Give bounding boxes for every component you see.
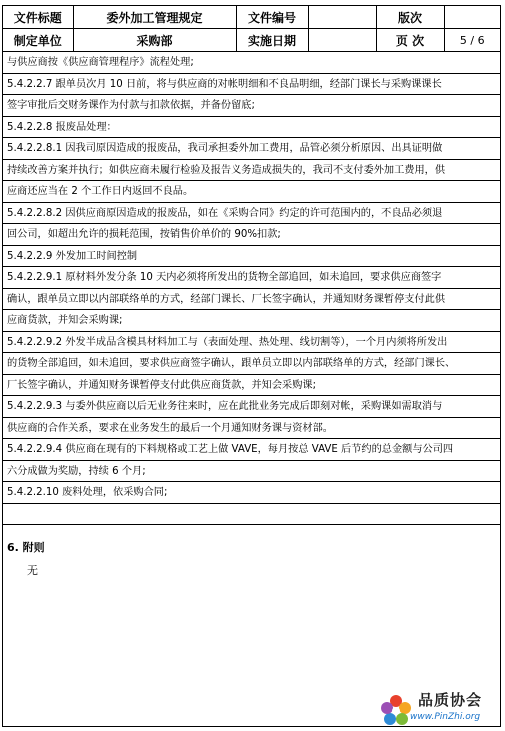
body-line: 5.4.2.2.7 跟单员次月 10 日前，将与供应商的对帐明细和不良品明细，经部门课长与采购课课长: [3, 74, 500, 96]
body-line: 确认，跟单员立即以内部联络单的方式，经部门课长、厂长签字确认，并通知财务课暂停支付此供: [3, 289, 500, 311]
effective-date: [308, 29, 376, 52]
blank-line: [3, 504, 500, 526]
label-document-title: 文件标题: [3, 6, 73, 29]
document-number: [308, 6, 376, 29]
section-6-content: 无: [27, 564, 38, 577]
body-line: 应商还应当在 2 个工作日内返回不良品。: [3, 181, 500, 203]
document-page: [2, 5, 501, 727]
body-line: 签字审批后交财务课作为付款与扣款依据，并备份留底;: [3, 95, 500, 117]
header-row-2: [3, 29, 500, 52]
body-line: 回公司，如超出允许的损耗范围，按销售价单价的 90%扣款;: [3, 224, 500, 246]
label-effective-date: 实施日期: [236, 29, 308, 52]
body-line: 5.4.2.2.9.4 供应商在现有的下料规格或工艺上做 VAVE，每月按总 VAVE 后节约的总金额与公司四: [3, 439, 500, 461]
body-line: 的货物全部追回，如未追回，要求供应商签字确认，跟单员立即以内部联络单的方式，经部门课长、: [3, 353, 500, 375]
watermark-title: 品质协会: [418, 691, 483, 709]
body-line: 5.4.2.2.9.1 原材料外发分条 10 天内必须将所发出的货物全部追回，如未追回，要求供应商签字: [3, 267, 500, 289]
body-line: 5.4.2.2.8.2 因供应商原因造成的报废品，如在《采购合同》约定的许可范围内的，不良品必须退: [3, 203, 500, 225]
label-page-number: 页 次: [376, 29, 444, 52]
body-line: 持续改善方案并执行；如供应商未履行检验及报告义务造成损失的，我司不支付委外加工费用，供: [3, 160, 500, 182]
version: [444, 6, 500, 29]
page-number: 5 / 6: [444, 29, 500, 52]
body-line: 5.4.2.2.9.2 外发半成品含模具材料加工与（表面处理、热处理、线切割等），一个月内须将所发出: [3, 332, 500, 354]
issuing-department: 采购部: [73, 29, 236, 52]
document-header-table: [3, 6, 500, 52]
body-line: 六分成做为奖励，持续 6 个月;: [3, 461, 500, 483]
header-row-1: [3, 6, 500, 29]
section-6-heading: 6. 附则: [7, 541, 45, 554]
document-title: 委外加工管理规定: [73, 6, 236, 29]
body-line: 供应商的合作关系，要求在业务发生的最后一个月通知财务课与资材部。: [3, 418, 500, 440]
body-line: 5.4.2.2.9.3 与委外供应商以后无业务往来时，应在此批业务完成后即刻对帐，采购课如需取消与: [3, 396, 500, 418]
body-line: 5.4.2.2.9 外发加工时间控制: [3, 246, 500, 268]
body-line: 5.4.2.2.8 报废品处理：: [3, 117, 500, 139]
watermark-logo: [376, 690, 504, 730]
logo-flower-icon: [378, 692, 414, 728]
body-line: 5.4.2.2.10 废料处理，依采购合同;: [3, 482, 500, 504]
body-line: 应商货款，并知会采购课;: [3, 310, 500, 332]
label-version: 版次: [376, 6, 444, 29]
body-line: 5.4.2.2.8.1 因我司原因造成的报废品，我司承担委外加工费用，品管必须分析原因、出具证明做: [3, 138, 500, 160]
body-line: 与供应商按《供应商管理程序》流程处理;: [3, 52, 500, 74]
document-body: [3, 52, 500, 525]
label-document-number: 文件编号: [236, 6, 308, 29]
watermark-url: www.PinZhi.org: [410, 712, 481, 722]
label-issuing-department: 制定单位: [3, 29, 73, 52]
body-line: 厂长签字确认，并通知财务课暂停支付此供应商货款，并知会采购课;: [3, 375, 500, 397]
